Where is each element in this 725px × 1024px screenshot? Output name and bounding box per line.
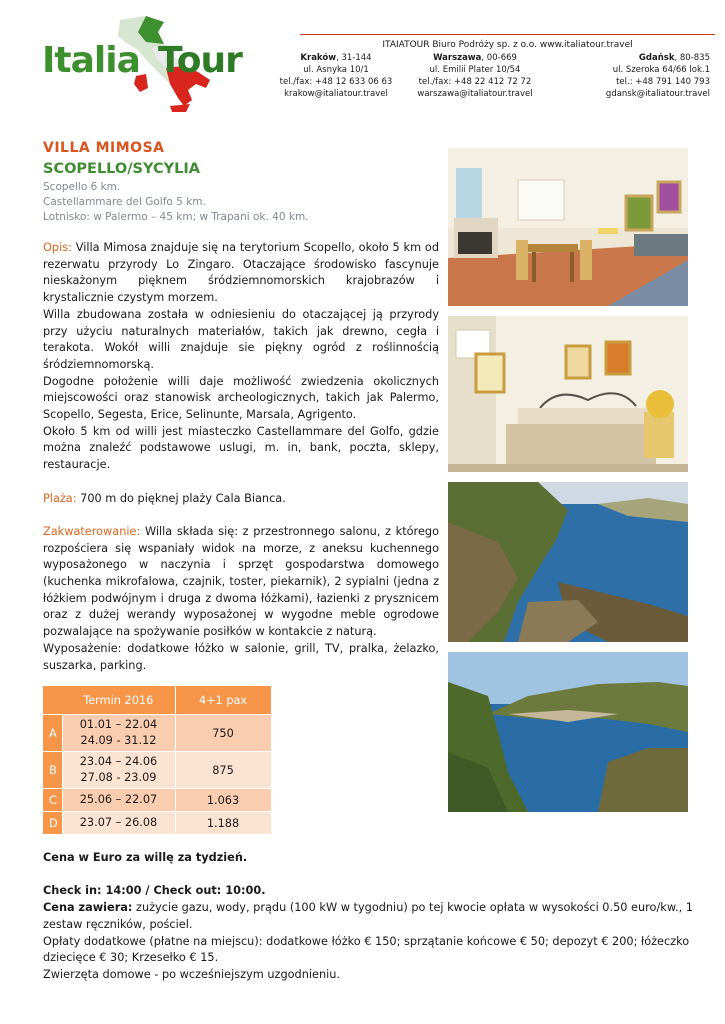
office-krakow [262,52,410,100]
table-row [43,715,271,752]
office-postal: , 00-669 [481,53,517,63]
logo-word-italia: Italia [42,40,140,81]
office-street: ul. Emilii Plater 10/54 [429,65,521,75]
footer-info [43,850,693,984]
opis-label: Opis: [43,241,72,254]
extra-fees: Opłaty dodatkowe (płatne na miejscu): dodatkowe łóżko € 150; sprzątanie końcowe € 50; depozyt € 200; łóżeczko dziecięce € 30; Krzesełko € 15. [43,934,690,965]
plaza-text: 700 m do pięknej plaży Cala Bianca. [76,491,286,505]
photo-coast-bay [448,482,688,642]
office-phone: tel./fax: +48 12 633 06 63 [279,77,393,87]
zakwaterowanie-text: Willa składa się: z przestronnego salonu, z którego rozpościera się wspaniały widok na morze, z aneksu kuchennego wyposażonego w naczynia i sprzęt gospodarstwa domowego (kuchenka mikrofalowa, czajnik, toster, piekarnik), 2 sypialni (jedna z łóżkiem podwójnym i druga z dwoma łóżkami), łazienki z prysznicem oraz z dużej werandy wyposażonej w wygodne meble ogrodowe pozwalające na spożywanie posiłków w kontakcie z naturą. [43,524,439,639]
price-table-header [43,686,271,715]
description-wyposazenie: Wyposażenie: dodatkowe łóżko w salonie, grill, TV, pralka, żelazko, suszarka, parking. [43,641,439,672]
season-dates-2: 24.09 - 31.12 [80,734,157,747]
office-city: Gdańsk [638,53,675,63]
season-letter: C [43,789,62,812]
season-dates: 25.06 – 22.07 [62,789,175,812]
plaza-label: Plaża: [43,491,77,505]
office-email-link[interactable]: gdansk@italiatour.travel [605,89,710,99]
table-row [43,789,271,812]
season-dates [62,752,175,789]
villa-location: SCOPELLO/SYCYLIA [43,161,200,177]
logo-word-tour: Tour [158,40,242,81]
checkin-info: Check in: 14:00 / Check out: 10:00. [43,884,266,898]
season-dates: 23.07 – 26.08 [62,812,175,835]
description-p4: Około 5 km od willi jest miasteczko Castellammare del Golfo, gdzie można znaleźć podstawowe uslugi, m. in, bank, poczta, sklepy, restauracje. [43,424,439,472]
zakwaterowanie-label: Zakwaterowanie: [43,524,141,538]
office-email-link[interactable]: krakow@italiatour.travel [284,89,388,99]
company-name: ITAIATOUR Biuro Podróży sp. z o.o. www.italiatour.travel [382,40,633,50]
season-dates-1: 01.01 – 22.04 [79,718,158,731]
season-letter: D [43,812,62,835]
distance-castellammare: Castellammare del Golfo 5 km. [43,196,206,208]
description [43,240,439,674]
office-street: ul. Asnyka 10/1 [303,65,369,75]
includes-label: Cena zawiera: [43,901,133,915]
description-plaza [43,491,439,508]
season-price: 1.188 [175,812,271,835]
villa-name: VILLA MIMOSA [43,140,165,156]
table-row [43,752,271,789]
table-corner [43,686,62,715]
office-phone: tel./fax: +48 22 412 72 72 [418,77,532,87]
header-term: Termin 2016 [62,686,175,715]
season-price: 875 [175,752,271,789]
description-p3: Dogodne położenie willi daje możliwość zwiedzenia okolicznych miejscowości oraz stanowisk archeologicznych, takich jak Palermo, Scopello, Segesta, Erice, Selinunte, Marsala, Agrigento. [43,374,439,422]
description-opis [43,240,439,307]
office-phone: tel.: +48 791 140 793 [616,77,710,87]
office-postal: , 80-835 [674,53,710,63]
includes-info [43,900,693,933]
header-pax: 4+1 pax [175,686,271,715]
distance-airport: Lotnisko: w Palermo – 45 km; w Trapani ok. 40 km. [43,211,309,223]
description-p2: Willa zbudowana została w odniesieniu do otaczającej ją przyrody przy użyciu naturalnych materiałów, takich jak drewno, cegła i terakota. Wokół willi znajduje sie piękny ogród z roślinnością śródziemnomorską. [43,307,439,371]
office-warszawa [400,52,550,100]
price-note: Cena w Euro za willę za tydzień. [43,851,248,864]
season-letter: B [43,752,62,789]
season-dates-2: 27.08 - 23.09 [80,771,157,784]
office-city: Kraków [300,53,337,63]
office-gdansk [560,52,710,100]
opis-text: Villa Mimosa znajduje się na terytorium Scopello, około 5 km od rezerwatu przyrody Lo Zingaro. Otaczające środowisko fascynuje nieskażonym pięknem śródziemnomorskich krajobrazów i krystalicznie czystym morzem. [43,241,439,305]
description-zakwaterowanie [43,524,439,641]
office-city: Warszawa [433,53,482,63]
price-table [43,686,271,834]
includes-text: zużycie gazu, wody, prądu (100 kW w tygodniu) po tej kwocie opłata w wysokości 0.50 euro/kw., 1 zestaw ręczników, pościel. [43,901,693,931]
season-dates-1: 23.04 – 24.06 [79,755,158,768]
season-price: 750 [175,715,271,752]
office-street: ul. Szeroka 64/66 lok.1 [612,65,710,75]
pets-info: Zwierzęta domowe - po wcześniejszym uzgodnieniu. [43,967,340,981]
header-rule [300,34,715,35]
photo-coast-headland [448,652,688,812]
photo-bedroom [448,316,688,472]
season-letter: A [43,715,62,752]
season-dates [62,715,175,752]
distance-scopello: Scopello 6 km. [43,181,121,193]
table-row [43,812,271,835]
italia-tour-logo [36,14,256,114]
office-email-link[interactable]: warszawa@italiatour.travel [417,89,533,99]
photo-living-room [448,148,688,306]
office-postal: , 31-144 [336,53,372,63]
season-price: 1.063 [175,789,271,812]
